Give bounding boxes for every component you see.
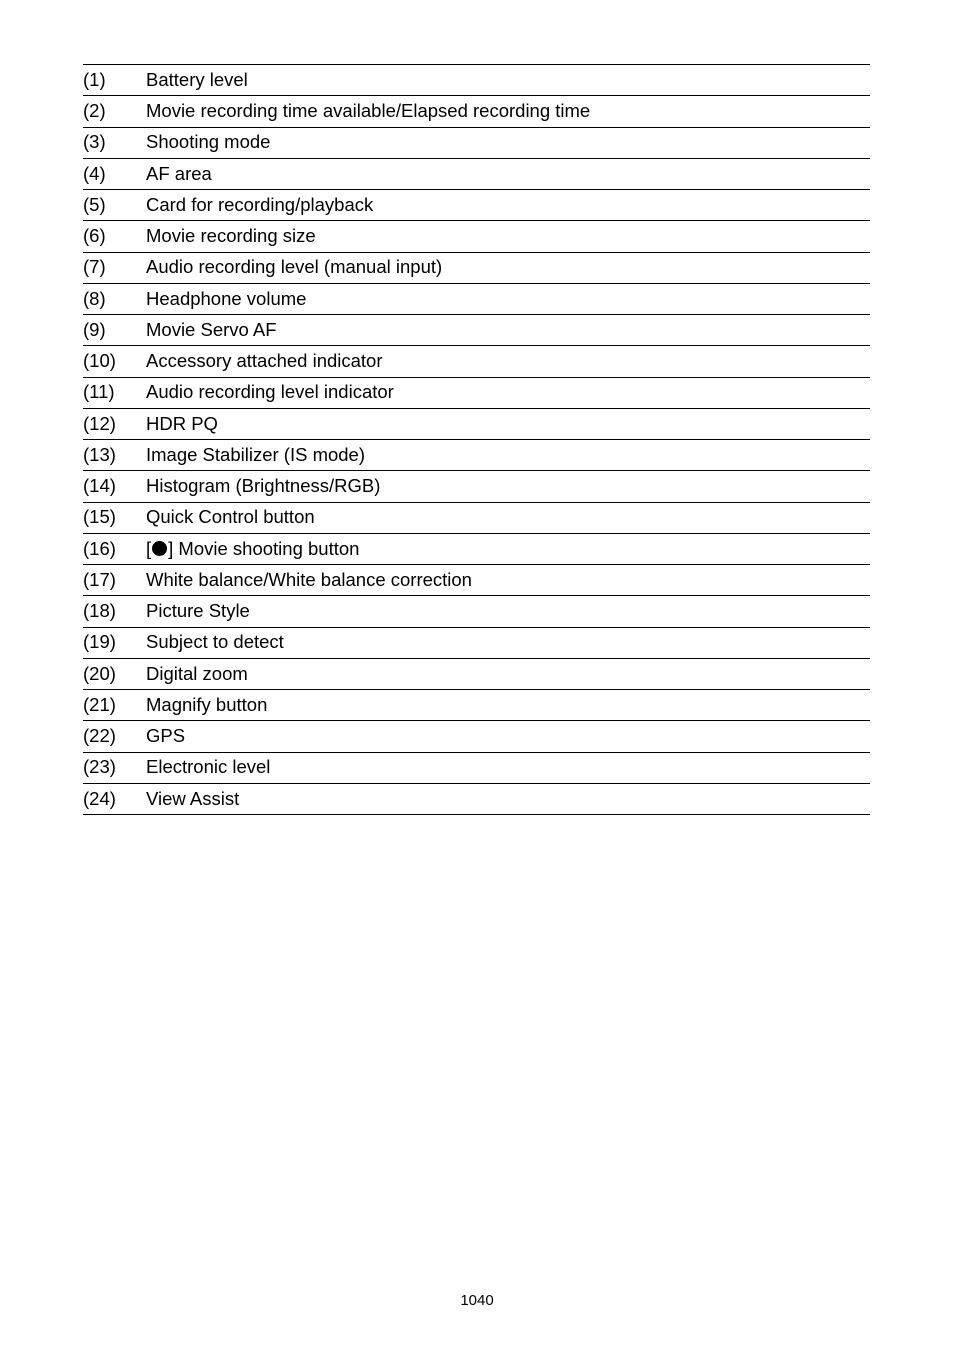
legend-number: (17) <box>83 568 116 590</box>
legend-number: (23) <box>83 756 116 778</box>
legend-number: (19) <box>83 631 116 653</box>
legend-number: (15) <box>83 506 116 528</box>
legend-label: HDR PQ <box>146 412 218 434</box>
legend-row-24 <box>83 784 870 815</box>
legend-row-8 <box>83 284 870 315</box>
legend-label: Card for recording/playback <box>146 193 374 215</box>
legend-label: AF area <box>146 162 212 184</box>
legend-number: (21) <box>83 693 116 715</box>
legend-number: (24) <box>83 787 116 809</box>
legend-label: Headphone volume <box>146 287 307 309</box>
legend-label: GPS <box>146 725 186 747</box>
legend-row-17 <box>83 565 870 596</box>
legend-table <box>83 64 870 815</box>
legend-row-14 <box>83 471 870 502</box>
legend-label: White balance/White balance correction <box>146 568 472 590</box>
legend-row-10 <box>83 346 870 377</box>
legend-label: Audio recording level indicator <box>146 381 394 403</box>
legend-number: (18) <box>83 600 116 622</box>
legend-label: Audio recording level (manual input) <box>146 256 443 278</box>
legend-number: (10) <box>83 350 116 372</box>
legend-label: Accessory attached indicator <box>146 350 383 372</box>
legend-label: Digital zoom <box>146 662 248 684</box>
record-dot-icon <box>152 541 167 556</box>
legend-label: Image Stabilizer (IS mode) <box>146 443 366 465</box>
legend-row-4 <box>83 159 870 190</box>
legend-number: (7) <box>83 256 106 278</box>
legend-label: Electronic level <box>146 756 271 778</box>
legend-number: (4) <box>83 162 106 184</box>
legend-number: (22) <box>83 725 116 747</box>
legend-row-23 <box>83 753 870 784</box>
legend-row-20 <box>83 659 870 690</box>
legend-row-7 <box>83 253 870 284</box>
label-prefix: [ <box>146 537 152 559</box>
legend-number: (13) <box>83 443 116 465</box>
legend-number: (12) <box>83 412 116 434</box>
legend-number: (11) <box>83 381 115 403</box>
legend-row-18 <box>83 596 870 627</box>
legend-row-3 <box>83 128 870 159</box>
legend-number: (20) <box>83 662 116 684</box>
legend-row-11 <box>83 378 870 409</box>
legend-label: Quick Control button <box>146 506 315 528</box>
legend-number: (16) <box>83 537 116 559</box>
legend-row-13 <box>83 440 870 471</box>
legend-row-15 <box>83 503 870 534</box>
legend-label: Histogram (Brightness/RGB) <box>146 475 381 497</box>
label-suffix: ] Movie shooting button <box>168 537 360 559</box>
legend-row-16 <box>83 534 870 565</box>
legend-row-12 <box>83 409 870 440</box>
legend-label <box>146 537 360 559</box>
legend-row-9 <box>83 315 870 346</box>
legend-label: Movie recording time available/Elapsed recording time <box>146 100 591 122</box>
legend-row-1 <box>83 65 870 96</box>
legend-row-22 <box>83 721 870 752</box>
legend-row-2 <box>83 96 870 127</box>
legend-row-5 <box>83 190 870 221</box>
legend-label: Movie Servo AF <box>146 318 277 340</box>
legend-row-6 <box>83 221 870 252</box>
legend-number: (8) <box>83 287 106 309</box>
legend-row-21 <box>83 690 870 721</box>
legend-number: (1) <box>83 68 106 90</box>
legend-label: Battery level <box>146 68 248 90</box>
legend-label: Magnify button <box>146 693 268 715</box>
legend-label: Subject to detect <box>146 631 284 653</box>
legend-label: Picture Style <box>146 600 250 622</box>
legend-number: (3) <box>83 131 106 153</box>
page-number: 1040 <box>460 1292 494 1309</box>
legend-number: (2) <box>83 100 106 122</box>
legend-number: (5) <box>83 193 106 215</box>
legend-row-19 <box>83 628 870 659</box>
legend-label: Shooting mode <box>146 131 271 153</box>
legend-label: View Assist <box>146 787 240 809</box>
legend-number: (14) <box>83 475 116 497</box>
legend-label: Movie recording size <box>146 225 316 247</box>
legend-number: (9) <box>83 318 106 340</box>
legend-number: (6) <box>83 225 106 247</box>
